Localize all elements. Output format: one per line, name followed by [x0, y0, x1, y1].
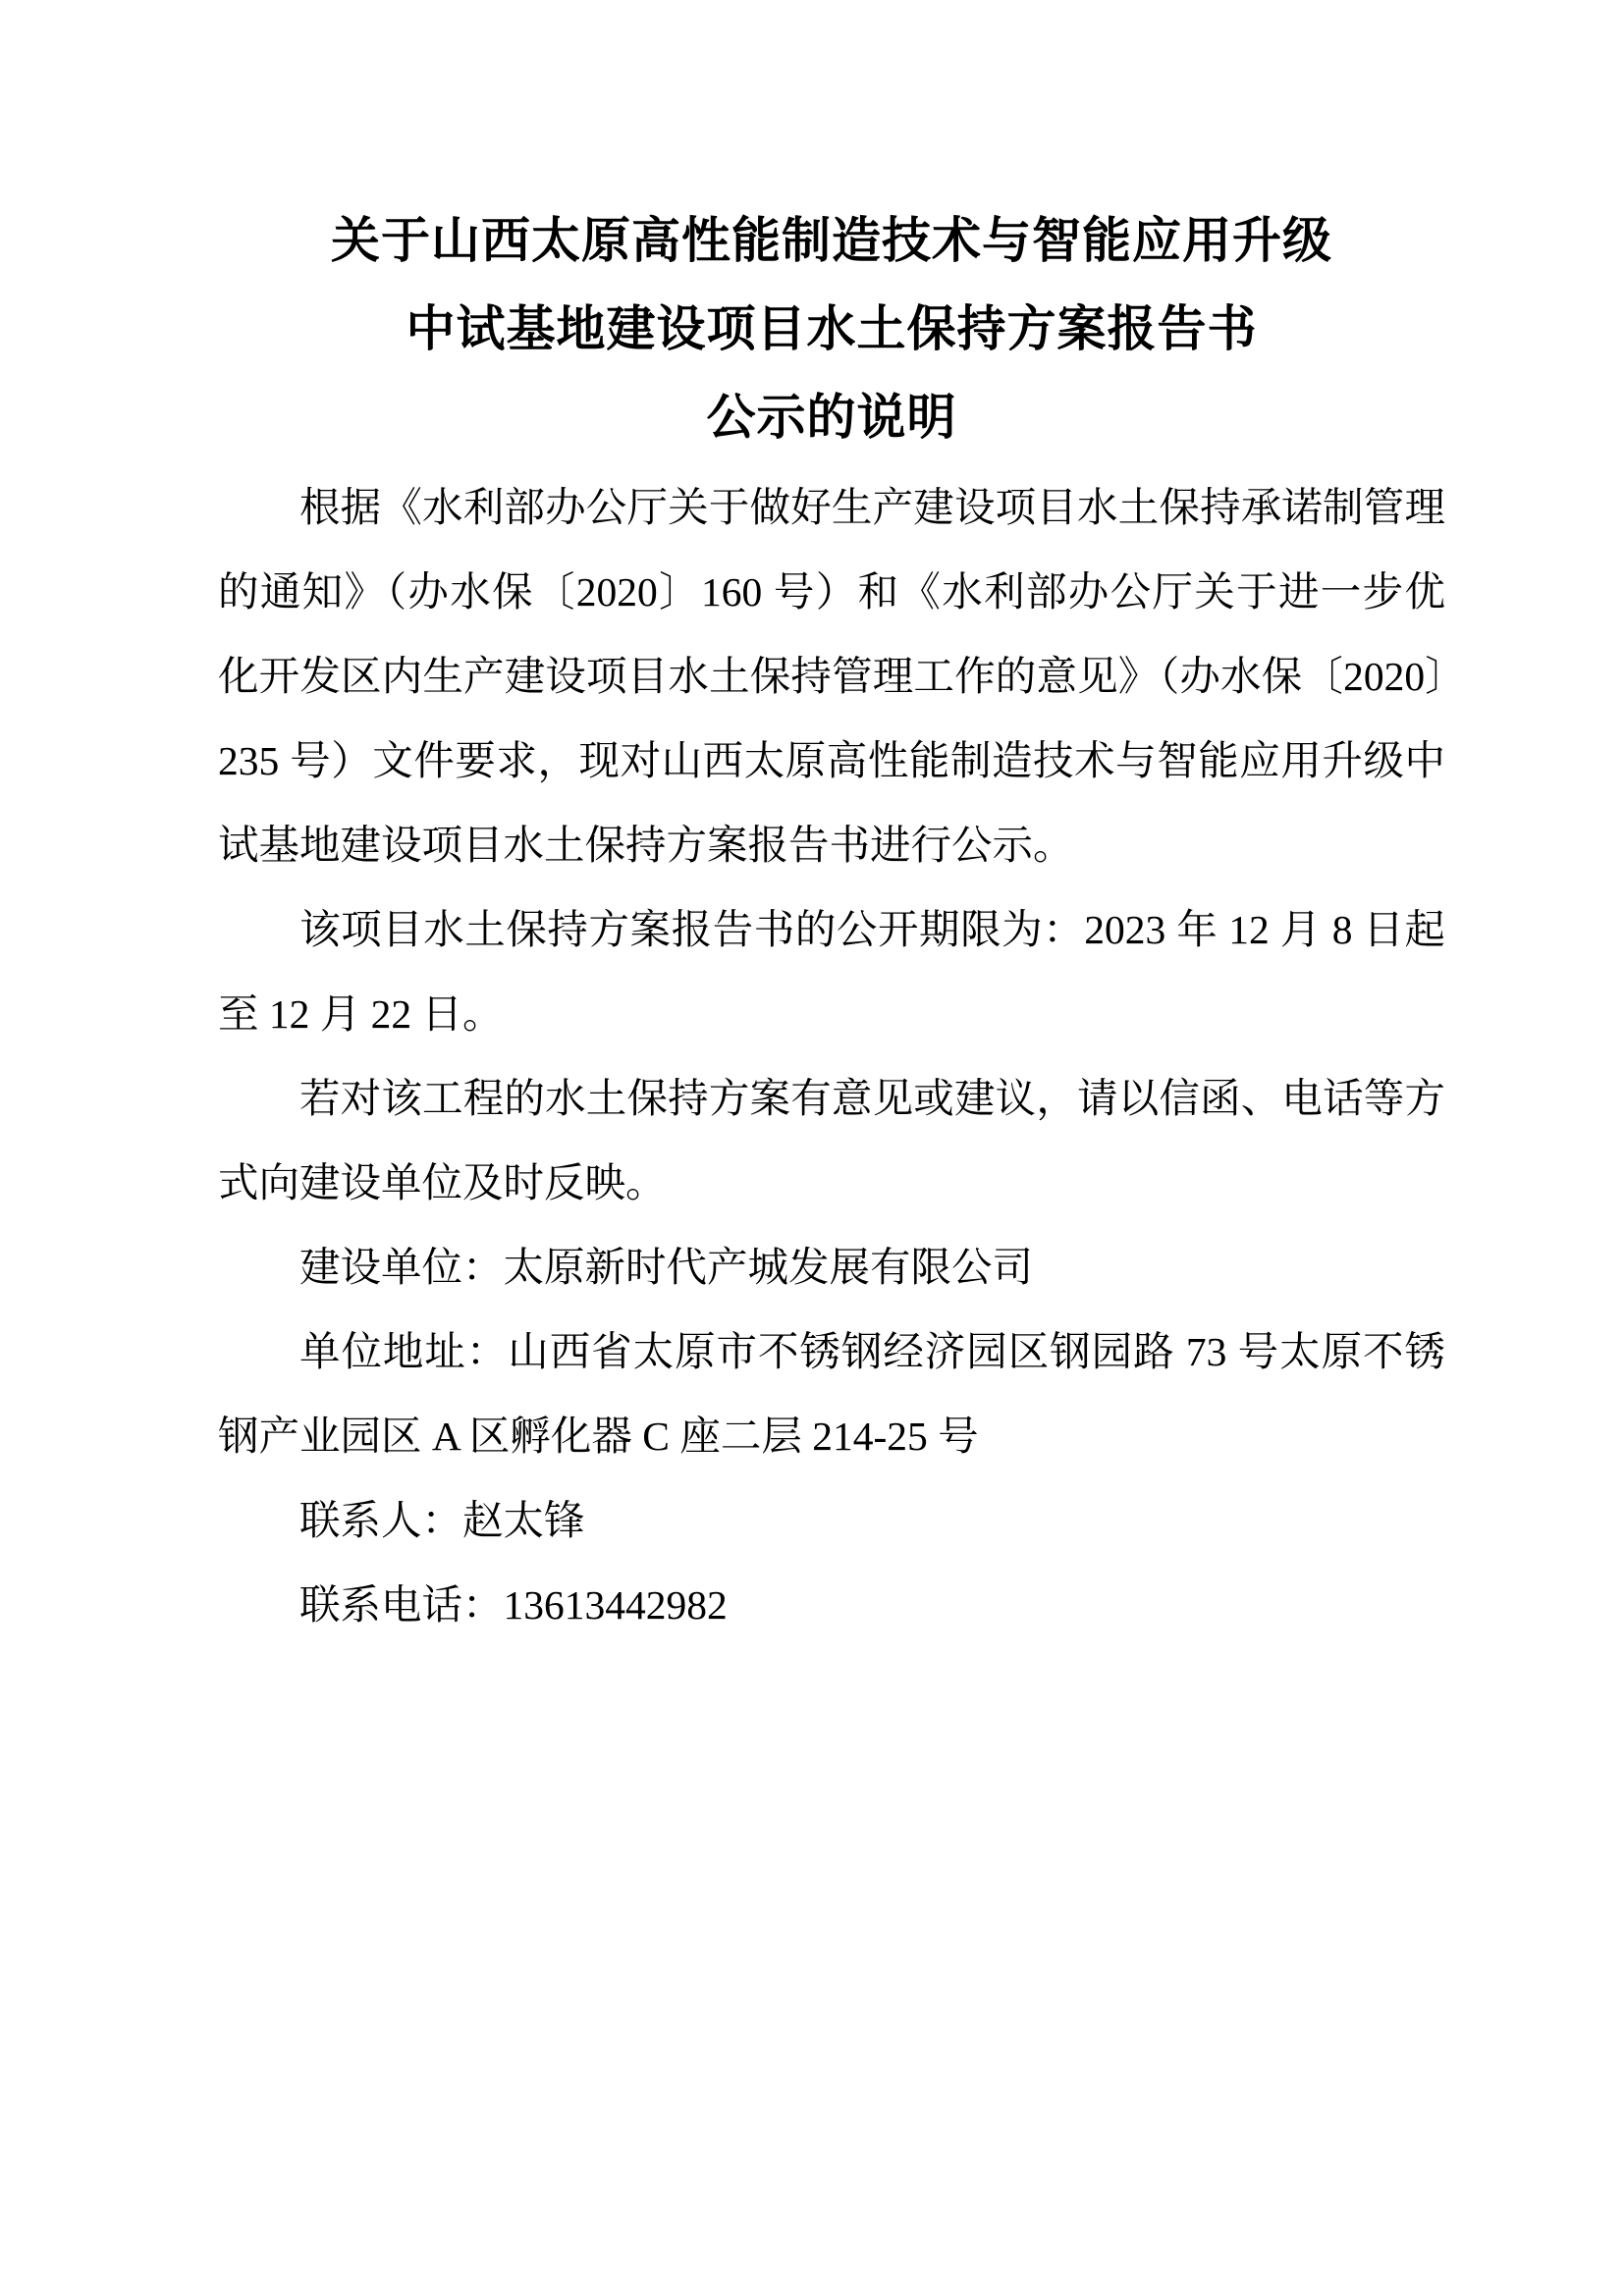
title-line-2: 中试基地建设项目水土保持方案报告书: [406, 301, 1258, 356]
paragraph-1: 根据《水利部办公厅关于做好生产建设项目水土保持承诺制管理的通知》（办水保〔2020〕160 号）和《水利部办公厅关于进一步优化开发区内生产建设项目水土保持管理工作的意见》（办水保〔2020〕235 号）文件要求，现对山西太原高性能制造技术与智能应用升级中试基地建设项目水土保持方案报告书进行公示。: [218, 485, 1445, 868]
document-body: [218, 465, 1445, 1647]
title-line-3: 公示的说明: [706, 390, 957, 445]
document-title: [218, 196, 1445, 461]
paragraph-4: 建设单位：太原新时代产城发展有限公司: [299, 1245, 1034, 1290]
paragraph-2: 该项目水土保持方案报告书的公开期限为：2023 年 12 月 8 日起至 12 月 22 日。: [218, 907, 1445, 1037]
title-line-1: 关于山西太原高性能制造技术与智能应用升级: [331, 213, 1332, 268]
paragraph-3: 若对该工程的水土保持方案有意见或建议，请以信函、电话等方式向建设单位及时反映。: [218, 1076, 1445, 1205]
paragraph-7: 联系电话：13613442982: [299, 1582, 728, 1628]
paragraph-5: 单位地址：山西省太原市不锈钢经济园区钢园路 73 号太原不锈钢产业园区 A 区孵化器 C 座二层 214-25 号: [218, 1329, 1445, 1459]
paragraph-6: 联系人：赵太锋: [299, 1498, 585, 1543]
